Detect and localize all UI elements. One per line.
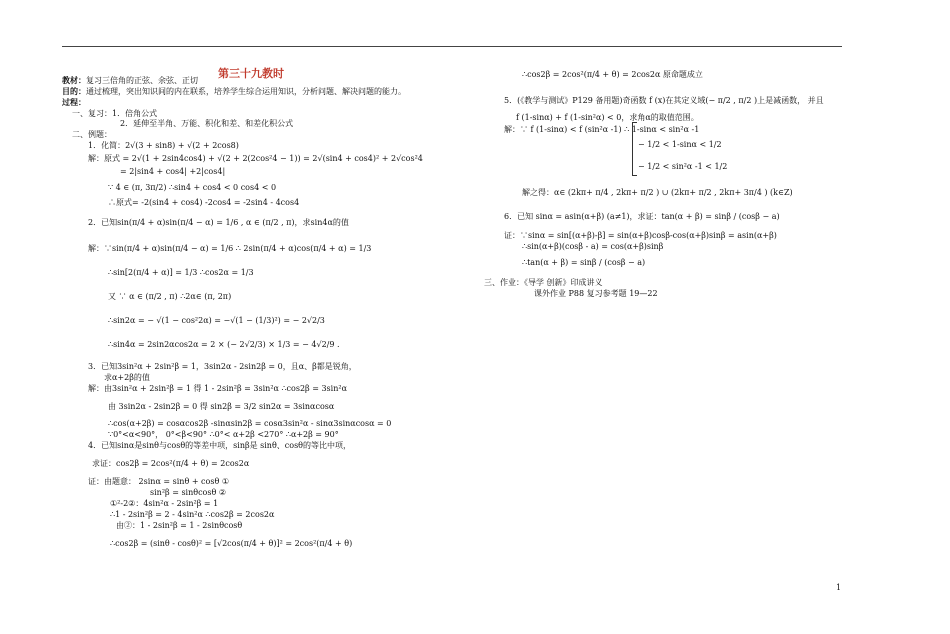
example-2-line: 解：∵sin(π/4 + α)sin(π/4 − α) = 1/6 ∴ 2sin(π/4 + α)cos(π/4 + α) = 1/3 — [88, 244, 372, 253]
page-title: 第三十九教时 — [218, 67, 284, 80]
review-line-2: 2．延伸至半角、万能、积化和差、和差化积公式 — [120, 119, 294, 128]
conclusion-line: ∴cos2β = 2cos²(π/4 + θ) = 2cos2α 原命题成立 — [522, 70, 703, 79]
homework-line: 课外作业 P88 复习参考题 19—22 — [534, 289, 658, 298]
example-2-line: 又 ∵ α ∈ (π/2 , π) ∴2α∈ (π, 2π) — [108, 292, 232, 301]
example-6-line: ∴tan(α + β) = sinβ / (cosβ − a) — [522, 258, 646, 267]
example-4-line: 求证：cos2β = 2cos²(π/4 + θ) = 2cos2α — [92, 459, 250, 468]
example-3-question: 3．已知3sin²α + 2sin²β = 1，3sin2α - 2sin2β = 0，且α、β都是锐角， — [88, 362, 357, 371]
goal-label: 目的： — [62, 87, 86, 96]
page-number: 1 — [836, 583, 842, 592]
process-label: 过程： — [62, 98, 86, 107]
example-3-line: ∴cos(α+2β) = cosαcos2β -sinαsin2β = cosα3sin²α - sinα3sinαcosα = 0 — [108, 419, 392, 428]
header-rule — [62, 46, 842, 47]
example-2-line: ∴sin4α = 2sin2αcos2α = 2 × (− 2√2/3) × 1/3 = − 4√2/9 . — [108, 340, 340, 349]
examples-heading: 二、例题： — [72, 130, 112, 139]
example-2-question: 2．已知sin(π/4 + α)sin(π/4 − α) = 1/6 , α ∈ (π/2 , π)，求sin4α的值 — [88, 218, 349, 227]
example-4-line: sin²β = sinθcosθ ② — [150, 488, 227, 497]
example-4-line: ∴cos2β = (sinθ - cosθ)² = [√2cos(π/4 + θ)]² = 2cos²(π/4 + θ) — [110, 539, 353, 548]
example-1-line: ∴原式= -2(sin4 + cos4) -2cos4 = -2sin4 - 4cos4 — [108, 198, 300, 207]
example-6-line: 证：∵sinα = sin[(α+β)-β] = sin(α+β)cosβ-cos(α+β)sinβ = asin(α+β) — [504, 231, 777, 240]
example-5-line: f (1-sinα) + f (1-sin²α) < 0，求角α的取值范围。 — [516, 113, 699, 122]
example-4-line: ∴1 - 2sin²β = 2 - 4sin²α ∴cos2β = 2cos2α — [110, 510, 275, 519]
material-text: 复习三倍角的正弦、余弦、正切 — [86, 76, 198, 85]
example-4-question: 4．已知sinα是sinθ与cosθ的等差中项，sinβ是 sinθ、cosθ的等比中项， — [88, 441, 351, 450]
goal-text: 通过梳理，突出知识间的内在联系，培养学生综合运用知识，分析问题、解决问题的能力。 — [86, 87, 406, 96]
example-4-line: ①²-2②：4sin²α - 2sin²β = 1 — [110, 499, 219, 508]
example-3-line: 由 3sin2α - 2sin2β = 0 得 sin2β = 3/2 sin2α = 3sinαcosα — [108, 402, 335, 411]
example-2-line: ∴sin[2(π/4 + α)] = 1/3 ∴cos2α = 1/3 — [108, 268, 254, 277]
example-2-line: ∴sin2α = − √(1 − cos²2α) = −√(1 − (1/3)²) = − 2√2/3 — [108, 316, 325, 325]
example-1-line: 解：原式 = 2√(1 + 2sin4cos4) + √(2 + 2(2cos²4 − 1)) = 2√(sin4 + cos4)² + 2√cos²4 — [88, 154, 423, 163]
example-6-line: ∴sin(α+β)(cosβ - a) = cos(α+β)sinβ — [522, 242, 664, 251]
brace-symbol — [632, 122, 637, 176]
example-4-line: 证：由题意： 2sinα = sinθ + cosθ ① — [88, 477, 229, 486]
review-line: 一、复习：1．倍角公式 — [72, 109, 158, 118]
example-5-question: 5．(《教学与测试》P129 备用题)奇函数 f (x)在其定义域(− π/2 , π/2 )上是减函数， 并且 — [504, 96, 824, 105]
example-6-question: 6．已知 sinα = asin(α+β) (a≠1)，求证：tan(α + β) = sinβ / (cosβ − a) — [504, 212, 780, 221]
example-1-line: ∵ 4 ∈ (π, 3π/2) ∴sin4 + cos4 < 0 cos4 < 0 — [108, 183, 277, 192]
example-3-line: ∵0°<α<90°， 0°<β<90° ∴0°< α+2β <270° ∴α+2β = 90° — [108, 430, 339, 439]
example-3-line: 解：由3sin²α + 2sin²β = 1 得 1 - 2sin²β = 3sin²α ∴cos2β = 3sin²α — [88, 384, 347, 393]
material-line — [62, 76, 198, 86]
example-3-line: 求α+2β的值 — [104, 373, 150, 382]
goal-line — [62, 87, 406, 97]
example-1-line: = 2|sin4 + cos4| +2|cos4| — [120, 167, 226, 176]
homework-line: 三、作业：《导学 创新》印成讲义 — [484, 278, 603, 287]
example-5-line: 解：∵ f (1-sinα) < f (sin²α -1) ∴ 1-sinα < sin²α -1 — [504, 125, 700, 134]
example-4-line: 由②：1 - 2sin²β = 1 - 2sinθcosθ — [116, 521, 243, 530]
material-label: 教材： — [62, 76, 86, 85]
example-5-line: − 1/2 < sin²α -1 < 1/2 — [638, 162, 728, 171]
example-5-line: − 1/2 < 1-sinα < 1/2 — [638, 140, 722, 149]
example-5-line: 解之得：α∈ (2kπ+ π/4 , 2kπ+ π/2 ) ∪ (2kπ+ π/2 , 2kπ+ 3π/4 ) (k∈Z) — [522, 188, 793, 197]
example-1-question: 1．化简：2√(3 + sin8) + √(2 + 2cos8) — [88, 141, 239, 150]
